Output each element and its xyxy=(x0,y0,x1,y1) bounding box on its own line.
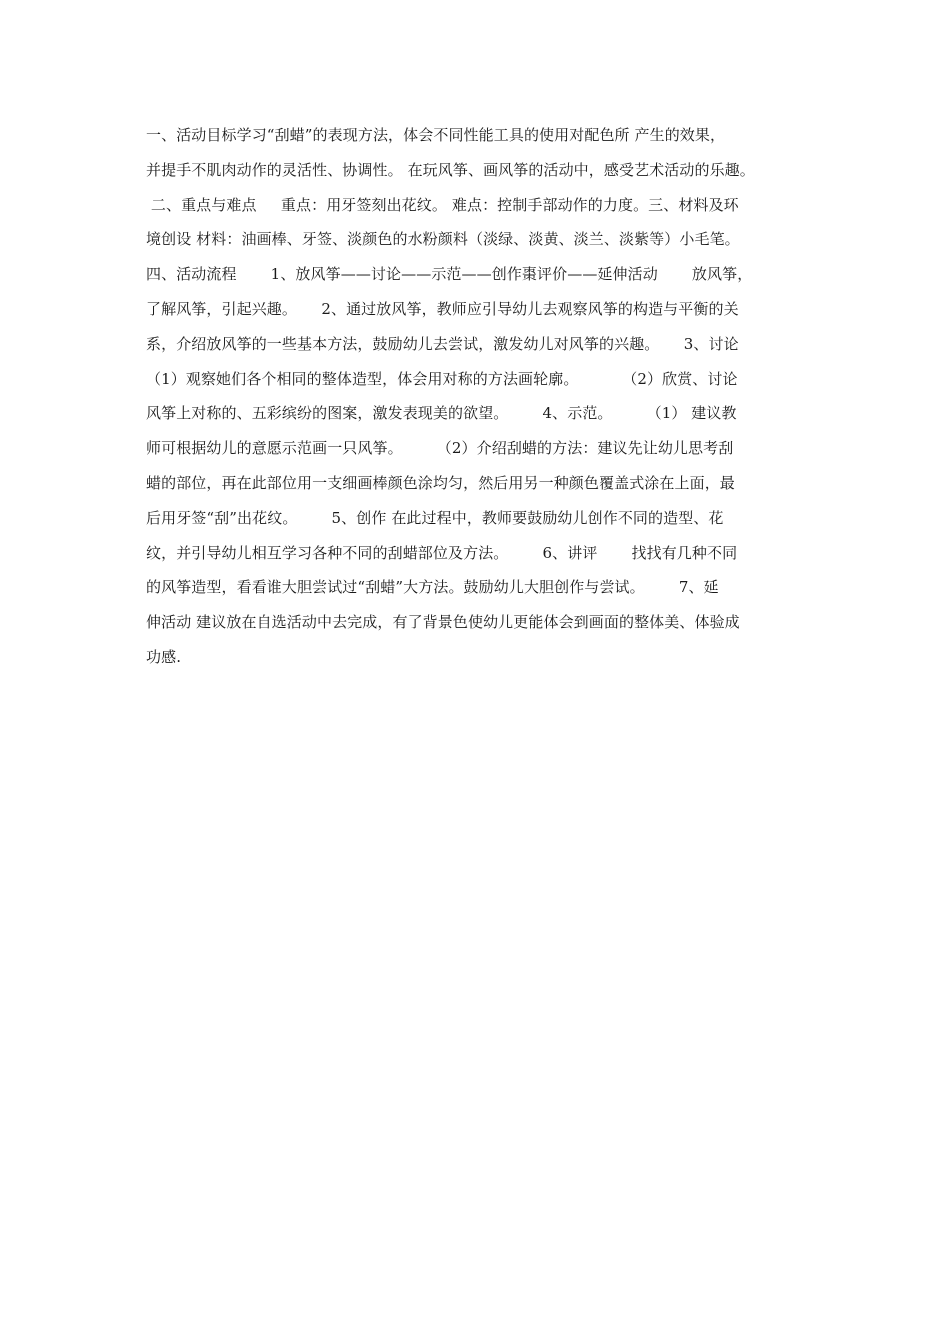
text-line: 伸活动 建议放在自选活动中去完成，有了背景色使幼儿更能体会到画面的整体美、体验成 xyxy=(146,613,740,632)
text-line: 二、重点与难点 重点：用牙签刻出花纹。 难点：控制手部动作的力度。三、材料及环 xyxy=(146,195,739,214)
text-line: 境创设 材料：油画棒、牙签、淡颜色的水粉颜料（淡绿、淡黄、淡兰、淡紫等）小毛笔。 xyxy=(146,230,740,249)
text-line: 后用牙签“刮”出花纹。 5、创作 在此过程中，教师要鼓励幼儿创作不同的造型、花 xyxy=(146,508,724,527)
text-line: 师可根据幼儿的意愿示范画一只风筝。 （2）介绍刮蜡的方法：建议先让幼儿思考刮 xyxy=(146,439,734,458)
document-body xyxy=(146,118,826,675)
text-line: 的风筝造型，看看谁大胆尝试过“刮蜡”大方法。鼓励幼儿大胆创作与尝试。 7、延 xyxy=(146,578,719,597)
text-line: 并提手不肌肉动作的灵活性、协调性。 在玩风筝、画风筝的活动中，感受艺术活动的乐趣。 xyxy=(146,160,755,179)
text-line: （1）观察她们各个相同的整体造型，体会用对称的方法画轮廓。 （2）欣赏、讨论 xyxy=(146,369,738,388)
text-line: 蜡的部位，再在此部位用一支细画棒颜色涂均匀，然后用另一种颜色覆盖式涂在上面，最 xyxy=(146,473,735,492)
text-line: 风筝上对称的、五彩缤纷的图案，激发表现美的欲望。 4、示范。 （1） 建议教 xyxy=(146,404,737,423)
text-line: 四、活动流程 1、放风筝——讨论——示范——创作棗评价——延伸活动 放风筝， xyxy=(146,265,753,284)
text-line: 纹，并引导幼儿相互学习各种不同的刮蜡部位及方法。 6、讲评 找找有几种不同 xyxy=(146,543,738,562)
text-line: 了解风筝，引起兴趣。 2、通过放风筝，教师应引导幼儿去观察风筝的构造与平衡的关 xyxy=(146,299,739,318)
text-line: 一、活动目标学习“刮蜡”的表现方法，体会不同性能工具的使用对配色所 产生的效果， xyxy=(146,126,726,144)
text-line: 功感. xyxy=(146,647,182,666)
text-line: 系，介绍放风筝的一些基本方法，鼓励幼儿去尝试，激发幼儿对风筝的兴趣。 3、讨论 xyxy=(146,334,739,353)
